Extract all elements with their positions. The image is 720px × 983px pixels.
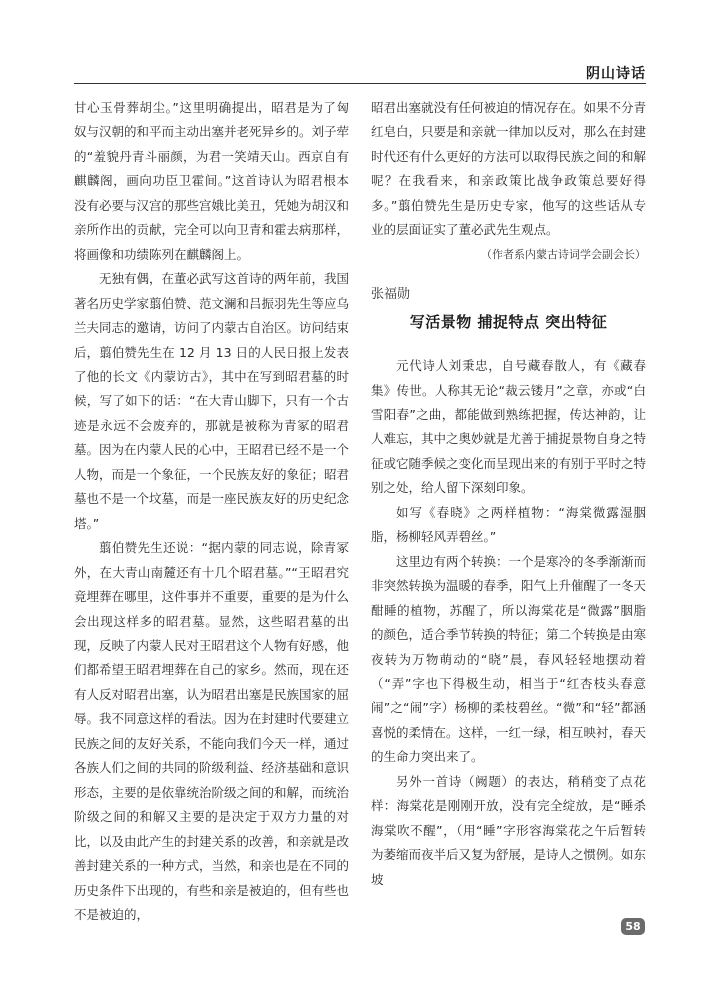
page-number: 58 xyxy=(621,918,645,935)
paragraph: 翦伯赞先生还说：“据内蒙的同志说，除青冢外，在大青山南麓还有十几个昭君墓。”“王昭君究竟埋葬在哪里，这件事并不重要，重要的是为什么会出现这样多的昭君墓。显然，这些昭君墓的出现，反映了内蒙人民对王昭君这个人物有好感，他们都希望王昭君埋葬在自己的家乡。然而，现在还有人反对昭君出塞，认为昭君出塞是民族国家的屈辱。我不同意这样的看法。因为在封建时代要建立民族之间的友好关系，不能向我们今天一样，通过各族人们之间的共同的阶级利益、经济基础和意识形态，主要的是依靠统治阶级之间的和解，而统治阶级之间的和解又主要的是决定于双方力量的对比，以及由此产生的封建关系的改善，和亲就是改善封建关系的一种方式，当然，和亲也是在不同的历史条件下出现的，有些和亲是被迫的，但有些也不是被迫的， xyxy=(74,540,350,922)
author-note: （作者系内蒙古诗词学会副会长） xyxy=(481,247,646,261)
article-title: 写活景物 捕捉特点 突出特征 xyxy=(409,312,608,331)
paragraph: 昭君出塞就没有任何被迫的情况存在。如果不分青红皂白，只要是和亲就一律加以反对，那么在封建时代还有什么更好的方法可以取得民族之间的和解呢？在我看来，和亲政策比战争政策总要好得多。”翦伯赞先生是历史专家，他写的这些话从专业的层面证实了董必武先生观点。 xyxy=(371,100,647,238)
paragraph: 如写《春晓》之两样植物：“海棠微露湿胭脂，杨柳轻风弄碧丝。” xyxy=(371,504,646,545)
magazine-section-title: 阴山诗话 xyxy=(586,66,646,82)
paragraph: 甘心玉骨葬胡尘。”这里明确提出，昭君是为了匈奴与汉朝的和平而主动出塞并老死异乡的。刘子荦的“羞貌丹青斗丽颜，为君一笑靖天山。西京自有麒麟阁，画向功臣卫霍间。”这首诗认为昭君根本没有必要与汉宫的那些宫娥比美丑，凭她为胡汉和亲所作出的贡献，完全可以向卫青和霍去病那样，将画像和功绩陈列在麒麟阁上。 xyxy=(74,100,350,262)
left-column xyxy=(74,96,349,927)
paragraph: 另外一首诗（阙题）的表达，稍稍变了点花样：海棠花是刚刚开放，没有完全绽放，是“睡杀海棠吹不醒”，（用“睡”字形容海棠花之午后暂转为萎缩而夜半后又复为舒展，是诗人之惯例。如东坡 xyxy=(371,773,647,887)
header-divider xyxy=(74,83,646,84)
paragraph: 无独有偶，在董必武写这首诗的两年前，我国著名历史学家翦伯赞、范文澜和吕振羽先生等应乌兰夫同志的邀请，访问了内蒙古自治区。访问结束后，翦伯赞先生在 12 月 13 日的人民日报上发表了他的长文《内蒙访古》，其中在写到昭君墓的时候，写了如下的话：“在大青山脚下，只有一个古迹是永远不会废弃的，那就是被称为青冢的昭君墓。因为在内蒙人民的心中，王昭君已经不是一个人物，而是一个象征，一个民族友好的象征；昭君墓也不是一个坟墓，而是一座民族友好的历史纪念塔。” xyxy=(74,271,350,531)
paragraph: 这里边有两个转换：一个是寒冷的冬季渐渐而非突然转换为温暖的春季，阳气上升催醒了一冬天酣睡的植物，苏醒了，所以海棠花是“微露”胭脂的颜色，适合季节转换的特征；第二个转换是由寒夜转为万物萌动的“晓”晨，春风轻轻地摆动着（“弄”字也下得极生动，相当于“红杏枝头春意闹”之“闹”字）杨柳的柔枝碧丝。“微”和“轻”都涵喜悦的柔情在。这样，一红一绿，相互映衬，春天的生命力突出来了。 xyxy=(371,553,647,765)
paragraph: 元代诗人刘秉忠，自号藏春散人，有《藏春集》传世。人称其无论“裁云镂月”之章，亦或“白雪阳春”之曲，都能做到熟练把握，传达神韵，让人难忘，其中之奥妙就是尤善于捕捉景物自身之特征或它随季候之变化而呈现出来的有别于平时之特别之处，给人留下深刻印象。 xyxy=(371,358,647,496)
right-column xyxy=(371,96,646,892)
article-author: 张福勋 xyxy=(371,287,411,303)
